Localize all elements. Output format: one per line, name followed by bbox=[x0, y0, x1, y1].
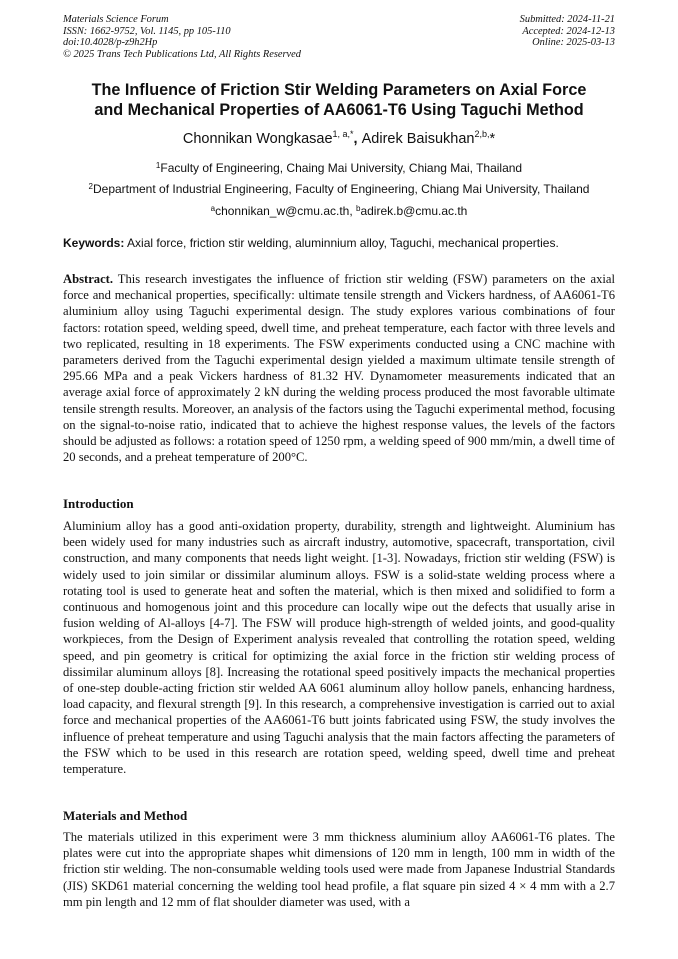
corresponding-author-mark: * bbox=[489, 131, 496, 147]
abstract bbox=[63, 271, 615, 465]
author-2-affiliation-mark: 2,b, bbox=[474, 129, 490, 139]
materials-method-text: The materials utilized in this experiment were 3 mm thickness aluminium alloy AA6061-T6 plates. The plates were cut into the appropriate shapes whit dimensions of 120 mm in length, 100 mm in width of the friction stir welding. The non-consumable welding tools used were made from Japanese Industrial Standards (JIS) SKD61 material concerning the welding tool head profile, a flat square pin sized 4 × 4 mm with a 2.7 mm pin length and 12 mm of flat shoulder diameter was used, with a bbox=[63, 830, 615, 909]
author-2-name: Adirek Baisukhan bbox=[361, 131, 475, 147]
copyright-line: © 2025 Trans Tech Publications Ltd, All Rights Reserved bbox=[63, 48, 301, 60]
affiliation-1 bbox=[30, 159, 648, 175]
email-b-mark: b bbox=[356, 204, 361, 213]
affiliation-1-mark: 1 bbox=[155, 161, 161, 170]
abstract-label: Abstract. bbox=[63, 272, 114, 286]
keywords-text: Axial force, friction stir welding, aluminnium alloy, Taguchi, mechanical properties. bbox=[124, 236, 559, 250]
author-list bbox=[40, 124, 638, 149]
keywords bbox=[63, 236, 623, 250]
email-a: chonnikan_w@cmu.ac.th, bbox=[215, 204, 356, 218]
doi-line: doi:10.4028/p-z9h2Hp bbox=[63, 37, 158, 49]
title-line-2: and Mechanical Properties of AA6061-T6 Using Taguchi Method bbox=[94, 101, 584, 119]
paper-title bbox=[40, 80, 638, 120]
affiliation-2-text: Department of Industrial Engineering, Faculty of Engineering, Chiang Mai University, Thailand bbox=[92, 182, 590, 196]
introduction-text: Aluminium alloy has a good anti-oxidation property, durability, strength and lightweight. Aluminium has been widely used for many industries such as aircraft industry, automotive, spacecraft, transportation, civil construction, and many components that needs light weight. [1-3]. Nowadays, friction stir welding (FSW) is widely used to join similar or dissimilar aluminum alloys. FSW is a solid-state welding process where a rotating tool is used to generate heat and soften the material, which is then mixed and solidified to form a continuous and homogenous joint and this procedure can locally wipe out the defects that usually arise in fusion welding of Al-alloys [4-7]. The FSW will produce high-strength of welded joints, and good-quality workpieces, from the Design of Experiment analysis revealed that controlling the rotation speed, welding speed, and pin geometry is critical for optimizing the axial force in the friction stir welding process of dissimilar aluminum alloys [8]. Increasing the rotational speed positively impacts the mechanical properties of one-step double-acting friction stir welded AA 6061 aluminum alloy hollow panels, enhancing hardness, load capacity, and flexural strength [9]. In this research, a comprehensive investigation is carried out to axial force and mechanical properties of the AA6061-T6 butt joints fabricated using FSW, the study involves the influence of preheat temperature and using Taguchi analysis that the main factors affecting the parameters of the FSW which to be used in this research are rotation speed, welding speed, dwell time and preheat temperature. bbox=[63, 519, 615, 777]
affiliation-2-mark: 2 bbox=[88, 182, 93, 191]
affiliation-1-text: Faculty of Engineering, Chaing Mai University, Chiang Mai, Thailand bbox=[160, 161, 523, 175]
affiliation-2 bbox=[30, 180, 648, 196]
author-emails bbox=[30, 202, 648, 218]
title-line-1: The Influence of Friction Stir Welding Parameters on Axial Force bbox=[91, 81, 587, 99]
journal-name: Materials Science Forum bbox=[63, 14, 169, 25]
author-1-name: Chonnikan Wongkasae bbox=[182, 131, 333, 147]
author-1-affiliation-mark: 1, a,* bbox=[332, 129, 354, 139]
submitted-date: Submitted: 2024-11-21 bbox=[519, 14, 615, 25]
issn-line: ISSN: 1662-9752, Vol. 1145, pp 105-110 bbox=[63, 25, 231, 37]
journal-info bbox=[63, 14, 301, 60]
introduction-heading: Introduction bbox=[63, 496, 134, 511]
online-date: Online: 2025-03-13 bbox=[532, 37, 615, 49]
author-separator: , bbox=[353, 131, 362, 147]
keywords-label: Keywords: bbox=[63, 236, 125, 250]
accepted-date: Accepted: 2024-12-13 bbox=[522, 25, 615, 37]
abstract-text: This research investigates the influence of friction stir welding (FSW) parameters on the axial force and mechanical properties, specifically: ultimate tensile strength and Vickers hardness, of AA6061-T6 aluminium alloy using Taguchi experimental design. The study explores various combinations of four factors: rotation speed, welding speed, dwell time, and preheat temperature, each factor with three levels and two replicated, resulting in 18 experiments. The FSW experiments conducted using a CNC machine with parameters derived from the Taguchi experimental design yielded a maximum ultimate tensile strength of 295.66 MPa and a peak Vickers hardness of 81.32 HV. Dynamometer measurements indicated that an average axial force of approximately 2 kN during the welding process produced the most favorable ultimate tensile strength results. Moreover, an analysis of the factors using the Taguchi experimental method, focusing on the signal-to-noise ratio, indicated that to achieve the highest response values, the levels of the factors should be adjusted as follows: a rotation speed of 1250 rpm, a welding speed of 900 mm/min, a dwell time of 20 seconds, and a preheat temperature of 200°C. bbox=[63, 272, 615, 465]
materials-method-heading: Materials and Method bbox=[63, 808, 188, 823]
email-a-mark: a bbox=[210, 204, 216, 213]
email-b: adirek.b@cmu.ac.th bbox=[360, 204, 468, 218]
publication-dates bbox=[520, 14, 615, 49]
